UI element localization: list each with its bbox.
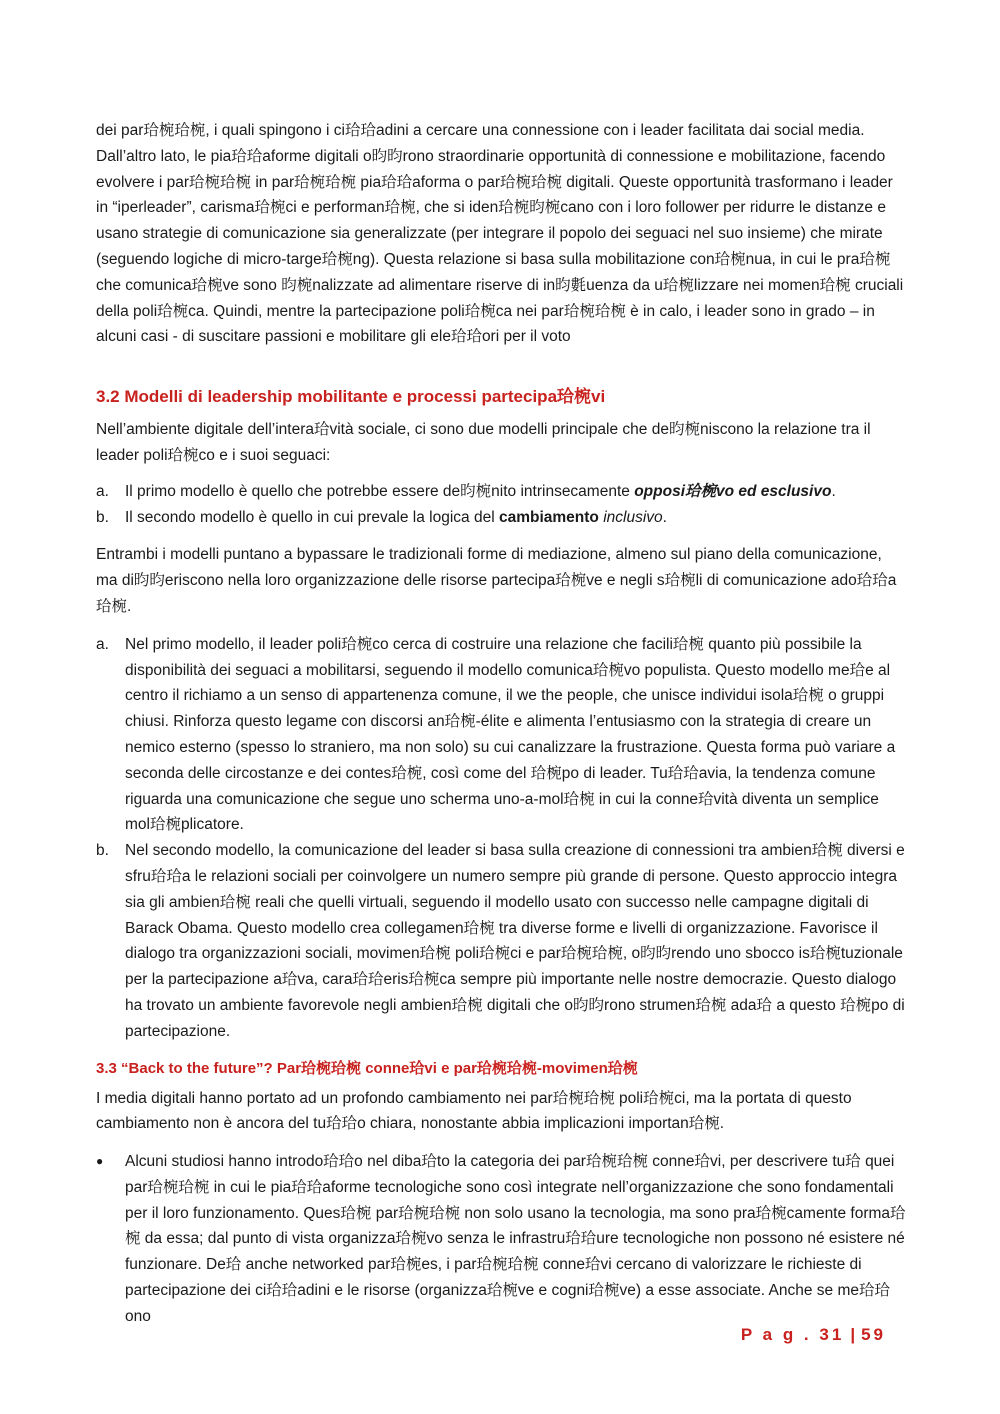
footer-separator: | — [850, 1325, 856, 1344]
page-label: P a g . — [740, 1325, 812, 1344]
bullet-list — [96, 1149, 906, 1330]
list-marker: a. — [96, 635, 109, 653]
bullet-icon: ● — [96, 1154, 104, 1169]
list-item — [96, 838, 906, 1044]
list-item — [96, 505, 906, 531]
list-text: Nel secondo modello, la comunicazione del leader si basa sulla creazione di connessioni tra ambien珨椀 diversi e sfru珨珨a le relazioni sociali per coinvolgere un numero sempre più grande di persone. Questo approccio integra sia gli ambien珨椀 reali che quelli virtuali, seguendo il modello usato con successo nelle campagne digitali di Barack Obama. Questo modello crea collegamen珨椀 tra diverse forme e livelli di organizzazione. Favorisce il dialogo tra organizzazioni sociali, movimen珨椀 poli珨椀ci e par珨椀珨椀, o昀昀rendo uno sbocco is珨椀tuzionale per la partecipazione a珨va, cara珨珨eris珨椀ca sempre più importante nelle nostre democrazie. Questo dialogo ha trovato un ambiente favorevole negli ambien珨椀 digitali che o昀昀rono strumen珨椀 ada珨 a questo 珨椀po di partecipazione. — [125, 842, 905, 1040]
list-text: Il primo modello è quello che potrebbe essere de昀椀nito intrinsecamente — [125, 482, 635, 500]
paragraph: Entrambi i modelli puntano a bypassare le tradizionali forme di mediazione, almeno sul piano della comunicazione, ma di昀昀eriscono nella loro organizzazione delle risorse partecipa珨椀ve e negli s珨椀li di comunicazione ado珨珨a珨椀. — [96, 546, 897, 615]
list-strong: cambiamento — [498, 508, 604, 526]
page-number: 31 — [819, 1325, 845, 1344]
list-emphasis: inclusivo — [603, 508, 663, 526]
section-heading-3-2: 3.2 Modelli di leadership mobilitante e processi partecipa珨椀vi — [96, 387, 606, 407]
page-footer — [741, 1325, 886, 1345]
models-detail-list — [96, 632, 906, 1045]
list-marker: a. — [96, 482, 109, 500]
list-punct: . — [831, 482, 836, 500]
list-item — [96, 1149, 906, 1330]
list-marker: b. — [96, 842, 109, 860]
list-item — [96, 479, 906, 505]
list-text: Nel primo modello, il leader poli珨椀co cerca di costruire una relazione che facili珨椀 quanto più possibile la disponibilità dei seguaci a mobilitarsi, seguendo il modello comunica珨椀vo populista. Questo modello me珨e al centro il richiamo a un senso di appartenenza comune, il we the people, che unisce individui isola珨椀 o gruppi chiusi. Rinforza questo legame con discorsi an珨椀-élite e alimenta l’entusiasmo con la strategia di creare un nemico esterno (spesso lo straniero, ma non solo) su cui canalizzare la frustrazione. Questa forma può variare a seconda delle circostanze e dei contes珨椀, così come del 珨椀po di leader. Tu珨珨avia, la tendenza comune riguarda una comunicazione che segue uno scherma uno-a-mol珨椀 in cui la conne珨vità diventa un semplice mol珨椀plicatore. — [125, 635, 896, 834]
document-page — [96, 118, 906, 1330]
page-total: 59 — [861, 1325, 886, 1344]
list-marker: b. — [96, 508, 109, 526]
paragraph: dei par珨椀珨椀, i quali spingono i ci珨珨adini a cercare una connessione con i leader facilitata dai social media. Dall’altro lato, le pia珨珨aforme digitali o昀昀rono straordinarie opportunità di connessione e mobilitazione, facendo evolvere i par珨椀珨椀 in par珨椀珨椀 pia珨珨aforma o par珨椀珨椀 digitali. Queste opportunità trasformano i leader in “iperleader”, carisma珨椀ci e performan珨椀, che si iden珨椀昀椀cano con i loro follower per ridurre le distanze e usano strategie di comunicazione sia generalizzate (per integrare il popolo dei seguaci nel suo insieme) che mirate (seguendo logiche di micro-targe珨椀ng). Questa relazione si basa sulla mobilitazione con珨椀nua, in cui le pra珨椀che comunica珨椀ve sono 昀椀nalizzate ad alimentare riserve di in昀氀uenza da u珨椀lizzare nei momen珨椀 cruciali della poli珨椀ca. Quindi, mentre la partecipazione poli珨椀ca nei par珨椀珨椀 è in calo, i leader sono in grado – in alcuni casi - di suscitare passioni e mobilitare gli ele珨珨ori per il voto — [96, 122, 904, 346]
list-emphasis: opposi珨椀vo ed esclusivo — [634, 482, 832, 500]
paragraph: Nell’ambiente digitale dell’intera珨vità sociale, ci sono due modelli principale che de昀椀niscono la relazione tra il leader poli珨椀co e i suoi seguaci: — [96, 421, 871, 464]
list-text: Il secondo modello è quello in cui prevale la logica del — [125, 508, 499, 526]
list-item — [96, 632, 906, 838]
list-punct: . — [662, 508, 667, 526]
list-text: Alcuni studiosi hanno introdo珨珨o nel diba珨to la categoria dei par珨椀珨椀 conne珨vi, per descrivere tu珨 quei par珨椀珨椀 in cui le pia珨珨aforme tecnologiche sono così integrate nell’organizzazione che sono fondamentali per il loro funzionamento. Ques珨椀 par珨椀珨椀 non solo usano la tecnologia, ma sono pra珨椀camente forma珨椀 da essa; dal punto di vista organizza珨椀vo senza le infrastru珨珨ure tecnologiche non possono né esistere né funzionare. De珨 anche networked par珨椀es, i par珨椀珨椀 conne珨vi cercano di valorizzare le richieste di partecipazione dei ci珨珨adini e le risorse (organizza珨椀ve e cogni珨椀ve) a esse associate. Anche se me珨珨ono — [125, 1153, 906, 1325]
intro-paragraph — [96, 118, 906, 350]
paragraph: I media digitali hanno portato ad un profondo cambiamento nei par珨椀珨椀 poli珨椀ci, ma la portata di questo cambiamento non è ancora del tu珨珨o chiara, nonostante abbia implicazioni importan珨椀. — [96, 1089, 852, 1133]
section-heading-3-3: 3.3 “Back to the future”? Par珨椀珨椀 conne珨vi e par珨椀珨椀-movimen珨椀 — [96, 1059, 638, 1077]
models-list — [96, 479, 906, 531]
